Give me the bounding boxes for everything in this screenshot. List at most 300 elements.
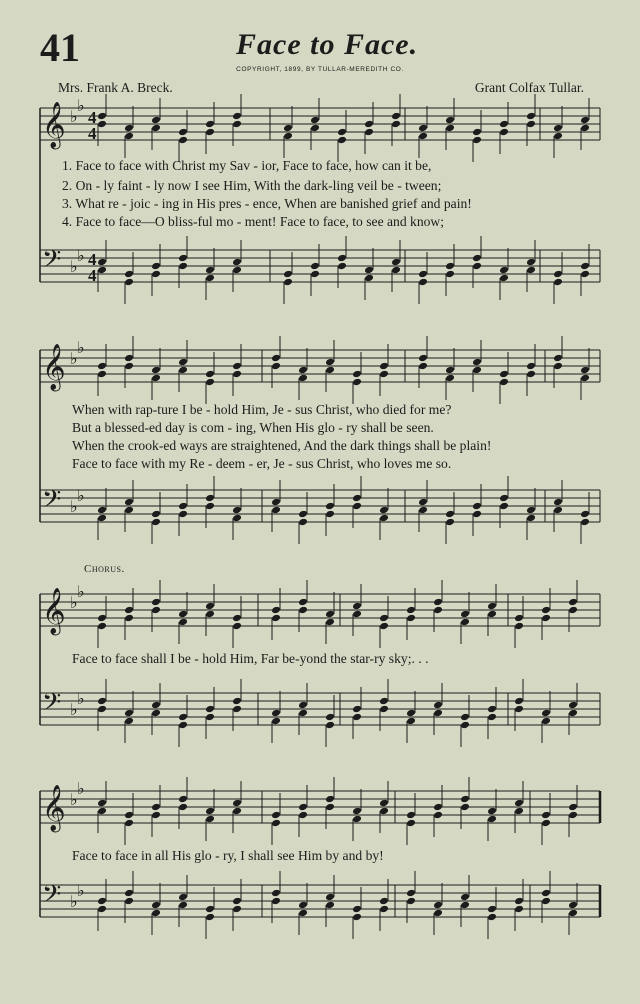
note-head — [232, 799, 242, 808]
note-head — [514, 905, 524, 914]
note-head — [97, 514, 107, 523]
note-head — [580, 124, 590, 133]
note-head — [553, 362, 563, 371]
note-head — [580, 518, 590, 527]
note-head — [232, 506, 242, 515]
note-head — [124, 614, 134, 623]
note-head — [445, 510, 455, 519]
note-head — [406, 606, 416, 615]
note-head — [433, 701, 443, 710]
note-head — [232, 622, 242, 631]
key-signature-flat-icon: ♭ — [70, 257, 78, 276]
note-head — [541, 709, 551, 718]
note-head — [298, 901, 308, 910]
note-head — [232, 112, 242, 121]
note-head — [271, 889, 281, 898]
note-head — [364, 120, 374, 129]
note-head — [553, 132, 563, 141]
note-head — [526, 258, 536, 267]
note-head — [379, 506, 389, 515]
note-head — [151, 811, 161, 820]
note-head — [406, 889, 416, 898]
note-head — [205, 494, 215, 503]
bass-clef-icon: 𝄢 — [42, 245, 62, 280]
note-head — [568, 709, 578, 718]
note-head — [232, 905, 242, 914]
note-head — [364, 266, 374, 275]
note-head — [514, 807, 524, 816]
note-head — [325, 618, 335, 627]
note-head — [298, 374, 308, 383]
note-head — [232, 514, 242, 523]
note-head — [499, 128, 509, 137]
note-head — [178, 510, 188, 519]
note-head — [472, 510, 482, 519]
note-head — [460, 795, 470, 804]
note-head — [178, 618, 188, 627]
note-head — [178, 128, 188, 137]
note-head — [97, 897, 107, 906]
note-head — [325, 502, 335, 511]
note-head — [151, 124, 161, 133]
note-head — [232, 705, 242, 714]
note-head — [232, 362, 242, 371]
note-head — [352, 378, 362, 387]
note-head — [472, 358, 482, 367]
note-head — [406, 709, 416, 718]
note-head — [406, 819, 416, 828]
note-head — [124, 124, 134, 133]
note-head — [97, 506, 107, 515]
note-head — [580, 116, 590, 125]
note-head — [205, 913, 215, 922]
note-head — [499, 266, 509, 275]
treble-clef-icon: 𝄞 — [42, 785, 66, 831]
note-head — [97, 807, 107, 816]
note-head — [541, 717, 551, 726]
note-head — [526, 120, 536, 129]
note-head — [283, 278, 293, 287]
note-head — [541, 614, 551, 623]
treble-clef-icon: 𝄞 — [42, 102, 66, 148]
note-head — [580, 366, 590, 375]
chorus-line-1: Face to face shall I be - hold Him, Far be-yond the star-ry sky;. . . — [72, 651, 429, 666]
note-head — [97, 799, 107, 808]
note-head — [232, 697, 242, 706]
note-head — [391, 120, 401, 129]
note-head — [580, 374, 590, 383]
note-head — [124, 354, 134, 363]
bass-clef-icon: 𝄢 — [42, 485, 62, 520]
note-head — [472, 128, 482, 137]
note-head — [205, 120, 215, 129]
note-head — [298, 518, 308, 527]
note-head — [97, 112, 107, 121]
note-head — [151, 116, 161, 125]
composer-credit: Grant Colfax Tullar. — [474, 80, 584, 95]
note-head — [418, 278, 428, 287]
note-head — [433, 901, 443, 910]
note-head — [460, 610, 470, 619]
note-head — [205, 274, 215, 283]
note-head — [391, 258, 401, 267]
note-head — [271, 819, 281, 828]
note-head — [97, 614, 107, 623]
note-head — [568, 803, 578, 812]
note-head — [124, 132, 134, 141]
note-head — [379, 614, 389, 623]
note-head — [352, 494, 362, 503]
time-signature-top: 4 — [88, 108, 97, 127]
note-head — [472, 136, 482, 145]
note-head — [541, 889, 551, 898]
note-head — [418, 354, 428, 363]
verse-4-line-2: Face to face with my Re - deem - er, Je - sus Christ, who loves me so. — [72, 456, 452, 471]
note-head — [178, 136, 188, 145]
note-head — [325, 795, 335, 804]
note-head — [325, 610, 335, 619]
note-head — [124, 709, 134, 718]
note-head — [352, 705, 362, 714]
note-head — [541, 819, 551, 828]
note-head — [433, 709, 443, 718]
key-signature-flat-icon: ♭ — [70, 790, 78, 809]
note-head — [487, 705, 497, 714]
note-head — [499, 370, 509, 379]
note-head — [472, 502, 482, 511]
note-head — [553, 270, 563, 279]
note-head — [406, 897, 416, 906]
note-head — [151, 510, 161, 519]
note-head — [151, 598, 161, 607]
note-head — [205, 905, 215, 914]
note-head — [232, 266, 242, 275]
note-head — [445, 124, 455, 133]
note-head — [337, 128, 347, 137]
note-head — [151, 374, 161, 383]
note-head — [298, 510, 308, 519]
note-head — [568, 909, 578, 918]
note-head — [541, 897, 551, 906]
key-signature-flat-icon: ♭ — [77, 779, 85, 798]
note-head — [151, 270, 161, 279]
key-signature-flat-icon: ♭ — [77, 582, 85, 601]
note-head — [271, 709, 281, 718]
note-head — [283, 124, 293, 133]
note-head — [445, 374, 455, 383]
note-head — [352, 713, 362, 722]
note-head — [298, 598, 308, 607]
note-head — [271, 498, 281, 507]
treble-clef-icon: 𝄞 — [42, 344, 66, 390]
note-head — [232, 897, 242, 906]
note-head — [283, 132, 293, 141]
note-head — [325, 510, 335, 519]
note-head — [445, 366, 455, 375]
note-head — [325, 721, 335, 730]
note-head — [151, 518, 161, 527]
note-head — [472, 366, 482, 375]
note-head — [418, 362, 428, 371]
note-head — [445, 518, 455, 527]
note-head — [526, 370, 536, 379]
key-signature-flat-icon: ♭ — [77, 689, 85, 708]
note-head — [205, 502, 215, 511]
note-head — [205, 370, 215, 379]
note-head — [151, 701, 161, 710]
note-head — [379, 799, 389, 808]
note-head — [445, 116, 455, 125]
note-head — [151, 901, 161, 910]
note-head — [433, 606, 443, 615]
note-head — [124, 897, 134, 906]
key-signature-flat-icon: ♭ — [70, 497, 78, 516]
note-head — [352, 610, 362, 619]
key-signature-flat-icon: ♭ — [77, 486, 85, 505]
note-head — [514, 622, 524, 631]
note-head — [487, 807, 497, 816]
note-head — [379, 622, 389, 631]
note-head — [445, 262, 455, 271]
note-head — [325, 901, 335, 910]
note-head — [97, 705, 107, 714]
note-head — [580, 270, 590, 279]
note-head — [298, 803, 308, 812]
note-head — [514, 614, 524, 623]
note-head — [298, 366, 308, 375]
note-head — [97, 266, 107, 275]
note-head — [487, 602, 497, 611]
note-head — [97, 622, 107, 631]
note-head — [298, 606, 308, 615]
note-head — [178, 366, 188, 375]
note-head — [178, 610, 188, 619]
lyricist-credit: Mrs. Frank A. Breck. — [58, 80, 173, 95]
note-head — [271, 354, 281, 363]
note-head — [379, 362, 389, 371]
note-head — [124, 498, 134, 507]
note-head — [499, 502, 509, 511]
note-head — [352, 502, 362, 511]
note-head — [418, 506, 428, 515]
note-head — [526, 362, 536, 371]
note-head — [310, 262, 320, 271]
note-head — [418, 270, 428, 279]
note-head — [337, 136, 347, 145]
note-head — [325, 893, 335, 902]
note-head — [271, 614, 281, 623]
note-head — [205, 378, 215, 387]
note-head — [487, 815, 497, 824]
note-head — [526, 514, 536, 523]
note-head — [124, 278, 134, 287]
note-head — [298, 909, 308, 918]
verse-1-line-2: When with rap-ture I be - hold Him, Je - sus Christ, who died for me? — [72, 402, 452, 417]
note-head — [499, 494, 509, 503]
note-head — [151, 909, 161, 918]
note-head — [553, 354, 563, 363]
note-head — [205, 815, 215, 824]
note-head — [97, 258, 107, 267]
note-head — [406, 811, 416, 820]
note-head — [325, 713, 335, 722]
note-head — [271, 717, 281, 726]
note-head — [352, 815, 362, 824]
note-head — [460, 803, 470, 812]
note-head — [205, 713, 215, 722]
note-head — [487, 713, 497, 722]
note-head — [460, 901, 470, 910]
key-signature-flat-icon: ♭ — [70, 892, 78, 911]
note-head — [433, 598, 443, 607]
note-head — [433, 909, 443, 918]
note-head — [232, 258, 242, 267]
treble-clef-icon: 𝄞 — [42, 588, 66, 634]
note-head — [391, 112, 401, 121]
note-head — [205, 602, 215, 611]
hymn-number: 41 — [40, 25, 80, 70]
note-head — [526, 266, 536, 275]
note-head — [379, 807, 389, 816]
note-head — [514, 897, 524, 906]
note-head — [418, 498, 428, 507]
note-head — [514, 799, 524, 808]
note-head — [151, 262, 161, 271]
note-head — [568, 598, 578, 607]
note-head — [445, 270, 455, 279]
note-head — [364, 274, 374, 283]
note-head — [352, 370, 362, 379]
note-head — [433, 803, 443, 812]
key-signature-flat-icon: ♭ — [70, 349, 78, 368]
note-head — [325, 366, 335, 375]
note-head — [232, 120, 242, 129]
note-head — [124, 819, 134, 828]
note-head — [379, 705, 389, 714]
key-signature-flat-icon: ♭ — [70, 593, 78, 612]
note-head — [352, 602, 362, 611]
verse-2-line-2: But a blessed-ed day is com - ing, When His glo - ry shall be seen. — [72, 420, 434, 435]
verse-4-line-1: 4. Face to face—O bliss-ful mo - ment! Face to face, to see and know; — [62, 214, 445, 229]
note-head — [460, 713, 470, 722]
note-head — [178, 795, 188, 804]
note-head — [433, 811, 443, 820]
note-head — [271, 606, 281, 615]
note-head — [178, 358, 188, 367]
note-head — [298, 811, 308, 820]
note-head — [205, 128, 215, 137]
note-head — [271, 811, 281, 820]
note-head — [232, 614, 242, 623]
note-head — [325, 803, 335, 812]
note-head — [472, 262, 482, 271]
key-signature-flat-icon: ♭ — [70, 107, 78, 126]
note-head — [553, 124, 563, 133]
note-head — [124, 362, 134, 371]
note-head — [460, 721, 470, 730]
note-head — [151, 709, 161, 718]
note-head — [568, 811, 578, 820]
note-head — [178, 803, 188, 812]
note-head — [97, 370, 107, 379]
note-head — [97, 120, 107, 129]
note-head — [205, 266, 215, 275]
note-head — [460, 618, 470, 627]
copyright-notice: COPYRIGHT, 1899, BY TULLAR-MEREDITH CO. — [236, 66, 404, 73]
key-signature-flat-icon: ♭ — [77, 246, 85, 265]
note-head — [541, 811, 551, 820]
bass-clef-icon: 𝄢 — [42, 688, 62, 723]
note-head — [310, 124, 320, 133]
note-head — [298, 709, 308, 718]
note-head — [487, 905, 497, 914]
hymn-title: Face to Face. — [236, 28, 419, 61]
note-head — [178, 502, 188, 511]
key-signature-flat-icon: ♭ — [77, 338, 85, 357]
note-head — [418, 132, 428, 141]
note-head — [178, 721, 188, 730]
note-head — [526, 506, 536, 515]
note-head — [553, 498, 563, 507]
note-head — [487, 913, 497, 922]
verse-3-line-1: 3. What re - joic - ing in His pres - ence, When are banished grief and pain! — [62, 196, 472, 211]
note-head — [379, 370, 389, 379]
note-head — [541, 606, 551, 615]
time-signature-bottom: 4 — [88, 266, 97, 285]
note-head — [310, 270, 320, 279]
note-head — [178, 262, 188, 271]
note-head — [499, 378, 509, 387]
note-head — [568, 901, 578, 910]
verse-3-line-2: When the crook-ed ways are straightened, And the dark things shall be plain! — [72, 438, 492, 453]
note-head — [352, 905, 362, 914]
note-head — [568, 701, 578, 710]
verse-2-line-1: 2. On - ly faint - ly now I see Him, With the dark-ling veil be - tween; — [62, 178, 442, 193]
note-head — [124, 270, 134, 279]
note-head — [205, 610, 215, 619]
note-head — [418, 124, 428, 133]
note-head — [499, 274, 509, 283]
time-signature-top: 4 — [88, 250, 97, 269]
note-head — [178, 893, 188, 902]
note-head — [124, 606, 134, 615]
note-head — [151, 803, 161, 812]
note-head — [232, 807, 242, 816]
note-head — [232, 370, 242, 379]
note-head — [379, 905, 389, 914]
note-head — [271, 897, 281, 906]
note-head — [271, 362, 281, 371]
note-head — [97, 362, 107, 371]
note-head — [325, 358, 335, 367]
note-head — [379, 897, 389, 906]
note-head — [526, 112, 536, 121]
time-signature-bottom: 4 — [88, 124, 97, 143]
key-signature-flat-icon: ♭ — [77, 96, 85, 115]
note-head — [352, 913, 362, 922]
note-head — [553, 506, 563, 515]
note-head — [364, 128, 374, 137]
note-head — [337, 262, 347, 271]
note-head — [514, 705, 524, 714]
note-head — [310, 116, 320, 125]
note-head — [283, 270, 293, 279]
note-head — [379, 514, 389, 523]
note-head — [205, 807, 215, 816]
key-signature-flat-icon: ♭ — [70, 700, 78, 719]
chorus-line-2: Face to face in all His glo - ry, I shall see Him by and by! — [72, 848, 384, 863]
note-head — [460, 893, 470, 902]
